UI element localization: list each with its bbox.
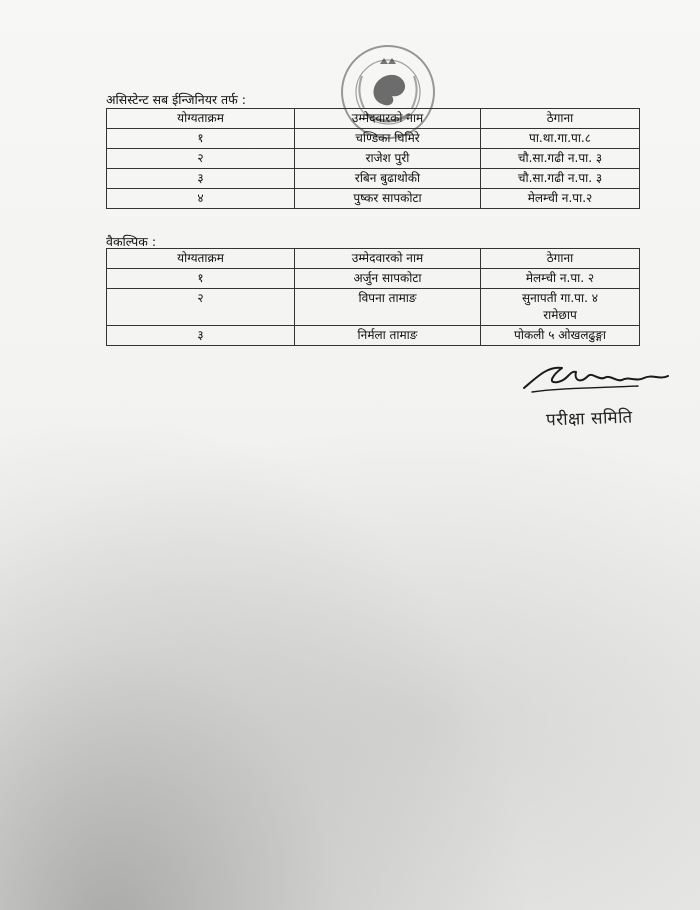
rank-cell: ३ — [107, 169, 295, 189]
table-row — [107, 149, 640, 169]
table-row — [107, 129, 640, 149]
address-cell: मेलम्ची न.पा.२ — [481, 189, 640, 209]
address-cell — [481, 326, 640, 346]
rank-cell: ४ — [107, 189, 295, 209]
table-row — [107, 189, 640, 209]
table-header-row — [107, 109, 640, 129]
address-line: पोकली ५ ओखलढुङ्गा — [514, 328, 606, 342]
address-cell — [481, 269, 640, 289]
assistant-sub-engineer-table — [106, 108, 640, 209]
section2-heading: वैकल्पिक : — [106, 234, 157, 249]
header-address: ठेगाना — [481, 249, 640, 269]
address-cell: चौ.सा.गढी न.पा. ३ — [481, 149, 640, 169]
name-cell: रबिन बुढाथोकी — [295, 169, 481, 189]
name-cell: अर्जुन सापकोटा — [295, 269, 481, 289]
name-cell: चण्डिका घिमिरे — [295, 129, 481, 149]
table-header-row — [107, 249, 640, 269]
header-rank: योग्यताक्रम — [107, 109, 295, 129]
alternate-candidates-table — [106, 248, 640, 346]
handwritten-signature — [518, 358, 678, 398]
name-cell: निर्मला तामाङ — [295, 326, 481, 346]
address-line: मेलम्ची न.पा. २ — [525, 271, 595, 285]
address-cell: चौ.सा.गढी न.पा. ३ — [481, 169, 640, 189]
address-cell: पा.था.गा.पा.८ — [481, 129, 640, 149]
table-row — [107, 169, 640, 189]
table-row — [107, 269, 640, 289]
header-name: उम्मेदवारको नाम — [295, 109, 481, 129]
header-address: ठेगाना — [481, 109, 640, 129]
table-row — [107, 326, 640, 346]
name-cell: पुष्कर सापकोटा — [295, 189, 481, 209]
table-row — [107, 289, 640, 326]
rank-cell: १ — [107, 269, 295, 289]
examination-committee-label: परीक्षा समिति — [545, 407, 634, 431]
address-line: रामेछाप — [543, 308, 577, 322]
rank-cell: १ — [107, 129, 295, 149]
header-rank: योग्यताक्रम — [107, 249, 295, 269]
section1-heading: असिस्टेन्ट सब ईन्जिनियर तर्फ : — [106, 92, 246, 107]
rank-cell: २ — [107, 289, 295, 326]
address-line: सुनापती गा.पा. ४ — [522, 291, 598, 305]
rank-cell: ३ — [107, 326, 295, 346]
name-cell: राजेश पुरी — [295, 149, 481, 169]
address-cell — [481, 289, 640, 326]
rank-cell: २ — [107, 149, 295, 169]
header-name: उम्मेदवारको नाम — [295, 249, 481, 269]
name-cell: विपना तामाङ — [295, 289, 481, 326]
